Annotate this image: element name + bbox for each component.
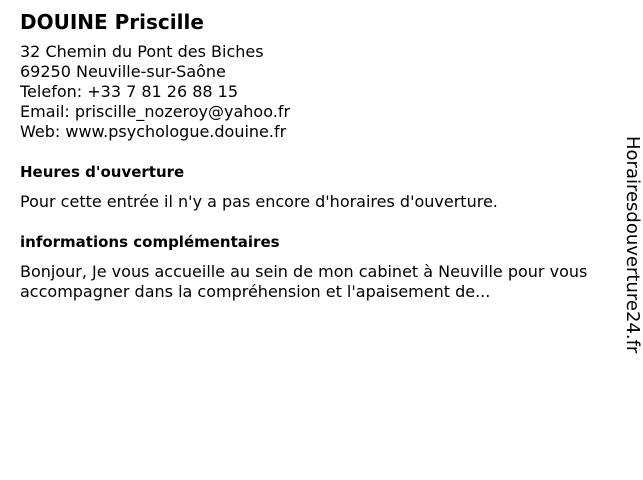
site-watermark: Horairesdouverture24.fr <box>622 136 643 354</box>
address-block <box>20 42 600 142</box>
city-address: 69250 Neuville-sur-Saône <box>20 62 226 81</box>
email-line: Email: priscille_nozeroy@yahoo.fr <box>20 102 291 121</box>
listing-card <box>20 10 600 302</box>
phone-line: Telefon: +33 7 81 26 88 15 <box>20 82 239 101</box>
additional-info-title: informations complémentaires <box>20 233 280 251</box>
web-line: Web: www.psychologue.douine.fr <box>20 122 287 141</box>
listing-name: DOUINE Priscille <box>20 10 204 34</box>
street-address: 32 Chemin du Pont des Biches <box>20 42 264 61</box>
opening-hours-title: Heures d'ouverture <box>20 163 185 181</box>
additional-info-text: Bonjour, Je vous accueille au sein de mon cabinet à Neuville pour vous accompagner dans la compréhension et l'apaisement de... <box>20 262 588 301</box>
opening-hours-text: Pour cette entrée il n'y a pas encore d'horaires d'ouverture. <box>20 192 498 211</box>
